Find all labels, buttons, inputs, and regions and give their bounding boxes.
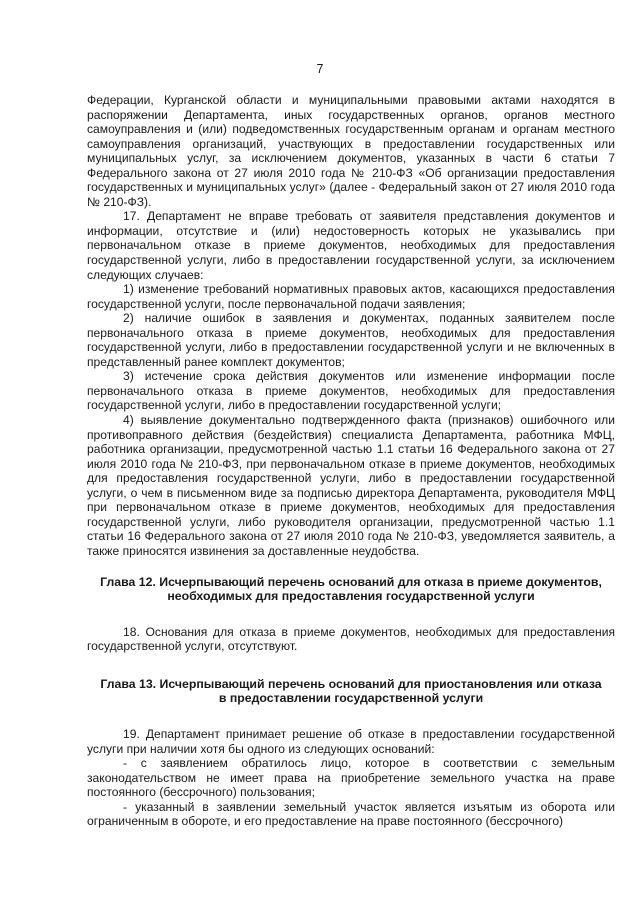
- item-19-ground-2: - указанный в заявлении земельный участок является изъятым из оборота или ограниченным в обороте, и его предоставление на праве постоянного (бессрочного): [87, 799, 615, 829]
- item-18: 18. Основания для отказа в приеме документов, необходимых для предоставления государственной услуги, отсутствуют.: [87, 624, 615, 654]
- chapter-13-title-line-2: в предоставлении государственной услуги: [218, 691, 484, 706]
- chapter-12-title-line-1: Глава 12. Исчерпывающий перечень оснований для отказа в приеме документов,: [100, 574, 602, 589]
- chapter-13-title-line-1: Глава 13. Исчерпывающий перечень оснований для приостановления или отказа: [100, 676, 602, 691]
- item-19-ground-1: - с заявлением обратилось лицо, которое в соответствии с земельным законодательством не имеет права на приобретение земельного участка на праве постоянного (бессрочного) пользования;: [87, 756, 615, 800]
- page-number: 7: [316, 62, 324, 76]
- item-17-case-2: 2) наличие ошибок в заявления и документах, поданных заявителем после первоначального отказа в приеме документов, необходимых для предоставления государственной услуги, либо в предоставлении государственной услуги и не включенных в представленный ранее комплект документов;: [87, 311, 615, 369]
- item-17-case-3: 3) истечение срока действия документов или изменение информации после первоначального отказа в приеме документов, необходимых для предоставления государственной услуги, либо в предоставлении государственной услуги;: [87, 369, 615, 413]
- item-17-case-4: 4) выявление документально подтвержденного факта (признаков) ошибочного или противоправного действия (бездействия) специалиста Департамента, работника МФЦ, работника организации, предусмотренной частью 1.1 статьи 16 Федерального закона от 27 июля 2010 года № 210-ФЗ, при первоначальном отказе в приеме документов, необходимых для предоставления государственной услуги, либо в предоставлении государственной услуги, о чем в письменном виде за подписью директора Департамента, руководителя МФЦ при первоначальном отказе в приеме документов, необходимых для предоставления государственной услуги, либо руководителя организации, предусмотренной частью 1.1 статьи 16 Федерального закона от 27 июля 2010 года № 210-ФЗ, уведомляется заявитель, а также приносятся извинения за доставленные неудобства.: [87, 413, 615, 558]
- document-body: [87, 93, 615, 829]
- item-19: 19. Департамент принимает решение об отказе в предоставлении государственной услуги при наличии хотя бы одного из следующих оснований:: [87, 726, 615, 756]
- item-17: 17. Департамент не вправе требовать от заявителя представления документов и информации, отсутствие и (или) недостоверность которых не указывались при первоначальном отказе в приеме документов, необходимых для предоставления государственной услуги, либо в предоставлении государственной услуги, за исключением следующих случаев:: [87, 209, 615, 282]
- item-17-case-1: 1) изменение требований нормативных правовых актов, касающихся предоставления государственной услуги, после первоначальной подачи заявления;: [87, 282, 615, 311]
- intro-paragraph: Федерации, Курганской области и муниципальными правовыми актами находятся в распоряжении Департамента, иных государственных органов, органов местного самоуправления и (или) подведомственных государственным органам и органам местного самоуправления организаций, участвующих в предоставлении государственных или муниципальных услуг, за исключением документов, указанных в части 6 статьи 7 Федерального закона от 27 июля 2010 года № 210-ФЗ «Об организации предоставления государственных и муниципальных услуг» (далее - Федеральный закон от 27 июля 2010 года № 210-ФЗ).: [87, 93, 615, 209]
- chapter-12-title-line-2: необходимых для предоставления государственной услуги: [167, 589, 535, 604]
